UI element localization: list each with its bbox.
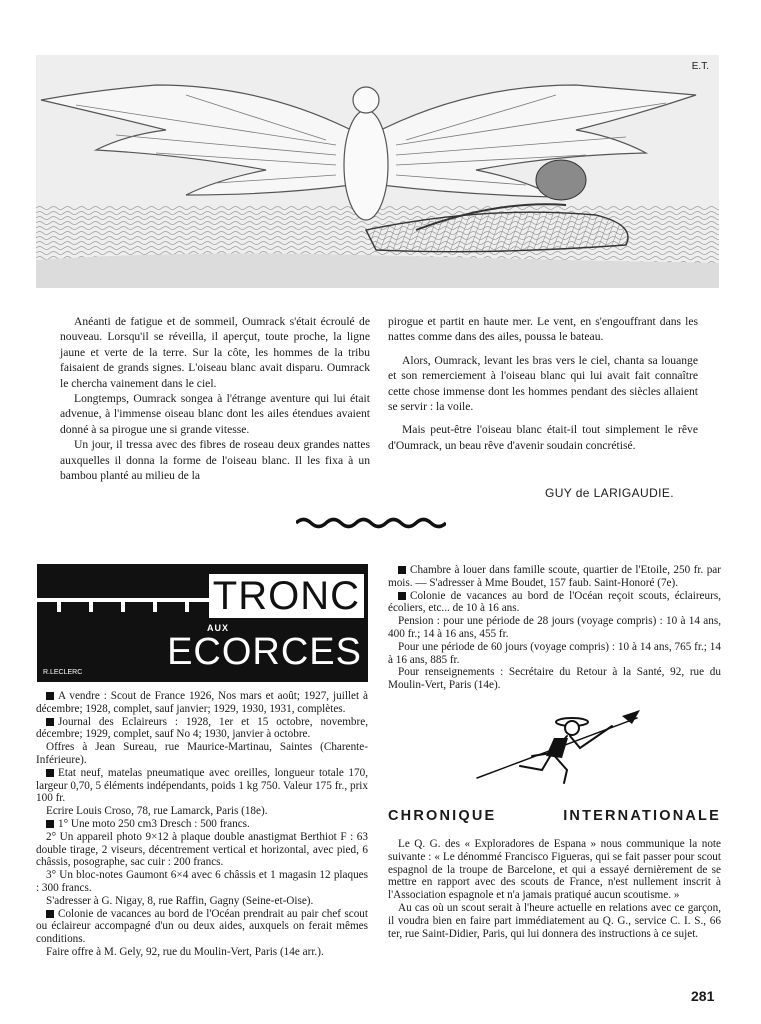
classified-text: A vendre : Scout de France 1926, Nos mars et août; 1927, juillet à décembre; 1928, complet, sauf janvier; 1929, 1930, 1931, complètes. <box>36 690 368 715</box>
illustration-signature: E.T. <box>691 61 709 72</box>
story-left-column <box>60 314 370 483</box>
story-paragraph: Anéanti de fatigue et de sommeil, Oumrack s'était écroulé de nouveau. Lorsqu'il se réveilla, il aperçut, toute proche, la ligne jaune et verte de la terre. Sur la côte, les hommes de la tribu faisaient de grands signes. L'oiseau blanc avait disparu. Oumrack le chercha vainement dans le ciel. <box>60 315 370 390</box>
classified-text: Faire offre à M. Gely, 92, rue du Moulin-Vert, Paris (14e arr.). <box>46 945 324 958</box>
chronique-title-word2: INTERNATIONALE <box>563 808 721 824</box>
classified-item <box>388 590 721 616</box>
chronique-paragraph: Le Q. G. des « Exploradores de Espana » nous communique la note suivante : « Le dénommé Francisco Figueras, qui se fait passer pour scout espagnol de la troupe de Barcelone, et qui a essayé dernièrement de se mettre en rapport avec des scouts de France, n'est nullement inscrit à l'Association espagnole et n'a jamais pratiqué aucun scoutisme. » <box>388 838 721 902</box>
chronique-title <box>388 808 721 824</box>
classified-text: 3° Un bloc-notes Gaumont 6×4 avec 6 châssis et 1 magasin 12 plaques : 300 francs. <box>36 869 368 894</box>
tronc-aux-ecorces-banner <box>37 564 368 682</box>
classified-text: 2° Un appareil photo 9×12 à plaque double anastigmat Berthiot F : 63 double tirage, 2 viseurs, décentrement vertical et horizontal, avec pied, 6 châssis, posographe, sac cuir : 200 francs. <box>36 830 368 869</box>
ruler-decoration <box>37 588 237 614</box>
classified-item <box>388 666 721 692</box>
bird-illustration <box>36 55 719 288</box>
classified-text: S'adresser à G. Nigay, 8, rue Raffin, Gagny (Seine-et-Oise). <box>46 894 314 907</box>
classified-text: Pension : pour une période de 28 jours (voyage compris) : 10 à 14 ans, 400 fr.; 14 à 16 ans, 455 fr. <box>388 615 721 640</box>
story-right-column <box>388 314 698 453</box>
classified-item <box>36 908 368 946</box>
square-bullet-icon <box>46 769 54 777</box>
square-bullet-icon <box>46 692 54 700</box>
classified-item <box>36 767 368 805</box>
classified-item <box>36 741 368 767</box>
chronique-body <box>388 838 721 940</box>
classified-item <box>388 564 721 590</box>
classified-item <box>36 818 368 831</box>
classified-item <box>388 641 721 667</box>
square-bullet-icon <box>398 592 406 600</box>
classified-item <box>36 946 368 959</box>
banner-title-line2: ECORCES <box>167 631 362 673</box>
classified-item <box>36 805 368 818</box>
banner-credit: R.LECLERC <box>43 669 83 676</box>
classified-text: 1° Une moto 250 cm3 Dresch : 500 francs. <box>58 817 250 830</box>
square-bullet-icon <box>398 566 406 574</box>
classified-item <box>36 895 368 908</box>
classified-text: Journal des Eclaireurs : 1928, 1er et 15 octobre, novembre, décembre; 1929, complet, sauf No 4; 1930, janvier à octobre. <box>36 715 368 741</box>
classified-text: Pour renseignements : Secrétaire du Retour à la Santé, 92, rue du Moulin-Vert, Paris (14e). <box>388 666 721 692</box>
classified-text: Colonie de vacances au bord de l'Océan reçoit scouts, éclaireurs, écoliers, etc... de 10 à 16 ans. <box>388 589 721 615</box>
chronique-title-word1: CHRONIQUE <box>388 808 497 824</box>
classified-text: Pour une période de 60 jours (voyage compris) : 10 à 14 ans, 765 fr.; 14 à 16 ans, 885 fr. <box>388 640 721 666</box>
classified-text: Colonie de vacances au bord de l'Océan prendrait au pair chef scout ou éclaireur accompagné d'un ou deux aides, auxquels on ferait mêmes conditions. <box>36 907 368 946</box>
classified-item <box>36 690 368 716</box>
classifieds-left <box>36 690 368 959</box>
classified-item <box>36 831 368 869</box>
page-number: 281 <box>691 988 715 1004</box>
story-paragraph: Un jour, il tressa avec des fibres de roseau deux grandes nattes auxquelles il donna la forme de l'oiseau blanc. Il les fixa à un bambou planté au milieu de la <box>60 438 370 483</box>
story-paragraph: Mais peut-être l'oiseau blanc était-il tout simplement le rêve d'Oumrack, un beau rêve d'avenir soudain concrétisé. <box>388 423 698 452</box>
classified-text: Offres à Jean Sureau, rue Maurice-Martinau, Saintes (Charente-Inférieure). <box>36 741 368 766</box>
classifieds-right <box>388 564 721 692</box>
classified-text: Chambre à louer dans famille scoute, quartier de l'Etoile, 250 fr. par mois. — S'adresser à Mme Boudet, 157 faub. Saint-Honoré (7e). <box>388 564 721 589</box>
story-author: GUY de LARIGAUDIE. <box>545 486 675 500</box>
square-bullet-icon <box>46 718 54 726</box>
classified-text: Ecrire Louis Croso, 78, rue Lamarck, Paris (18e). <box>46 805 268 818</box>
classified-item <box>388 615 721 641</box>
classified-text: Etat neuf, matelas pneumatique avec oreilles, longueur totale 170, largeur 0,70, 5 éléments indépendants, poids 1 kg 750. Valeur 175 fr., prix 100 fr. <box>36 766 368 805</box>
story-paragraph: pirogue et partit en haute mer. Le vent, en s'engouffrant dans les nattes comme dans des ailes, poussa le bateau. <box>388 315 698 344</box>
banner-title-line1: TRONC <box>209 574 364 618</box>
classified-item <box>36 869 368 895</box>
running-scout-illustration <box>472 708 642 788</box>
classified-item <box>36 716 368 742</box>
bird-drawing <box>36 55 719 288</box>
square-bullet-icon <box>46 820 54 828</box>
square-bullet-icon <box>46 910 54 918</box>
wave-divider <box>296 516 446 530</box>
banner-aux: AUX <box>207 623 230 633</box>
chronique-paragraph: Au cas où un scout serait à l'heure actuelle en relations avec ce garçon, il voudra bien en faire part immédiatement au Q. G., service C. I. S., 66 ter, rue Saint-Didier, Paris, qui lui donnera des instructions à ce sujet. <box>388 901 721 940</box>
story-paragraph: Longtemps, Oumrack songea à l'étrange aventure qui lui était advenue, à l'immense oiseau blanc dont les ailes étendues avaient donné à sa pirogue une si grande vitesse. <box>60 392 370 436</box>
story-paragraph: Alors, Oumrack, levant les bras vers le ciel, chanta sa louange et son remerciement à l'oiseau blanc qui lui avait fait connaître cette chose immense dont les hommes pendant des siècles allaient se servir : la voile. <box>388 353 698 414</box>
